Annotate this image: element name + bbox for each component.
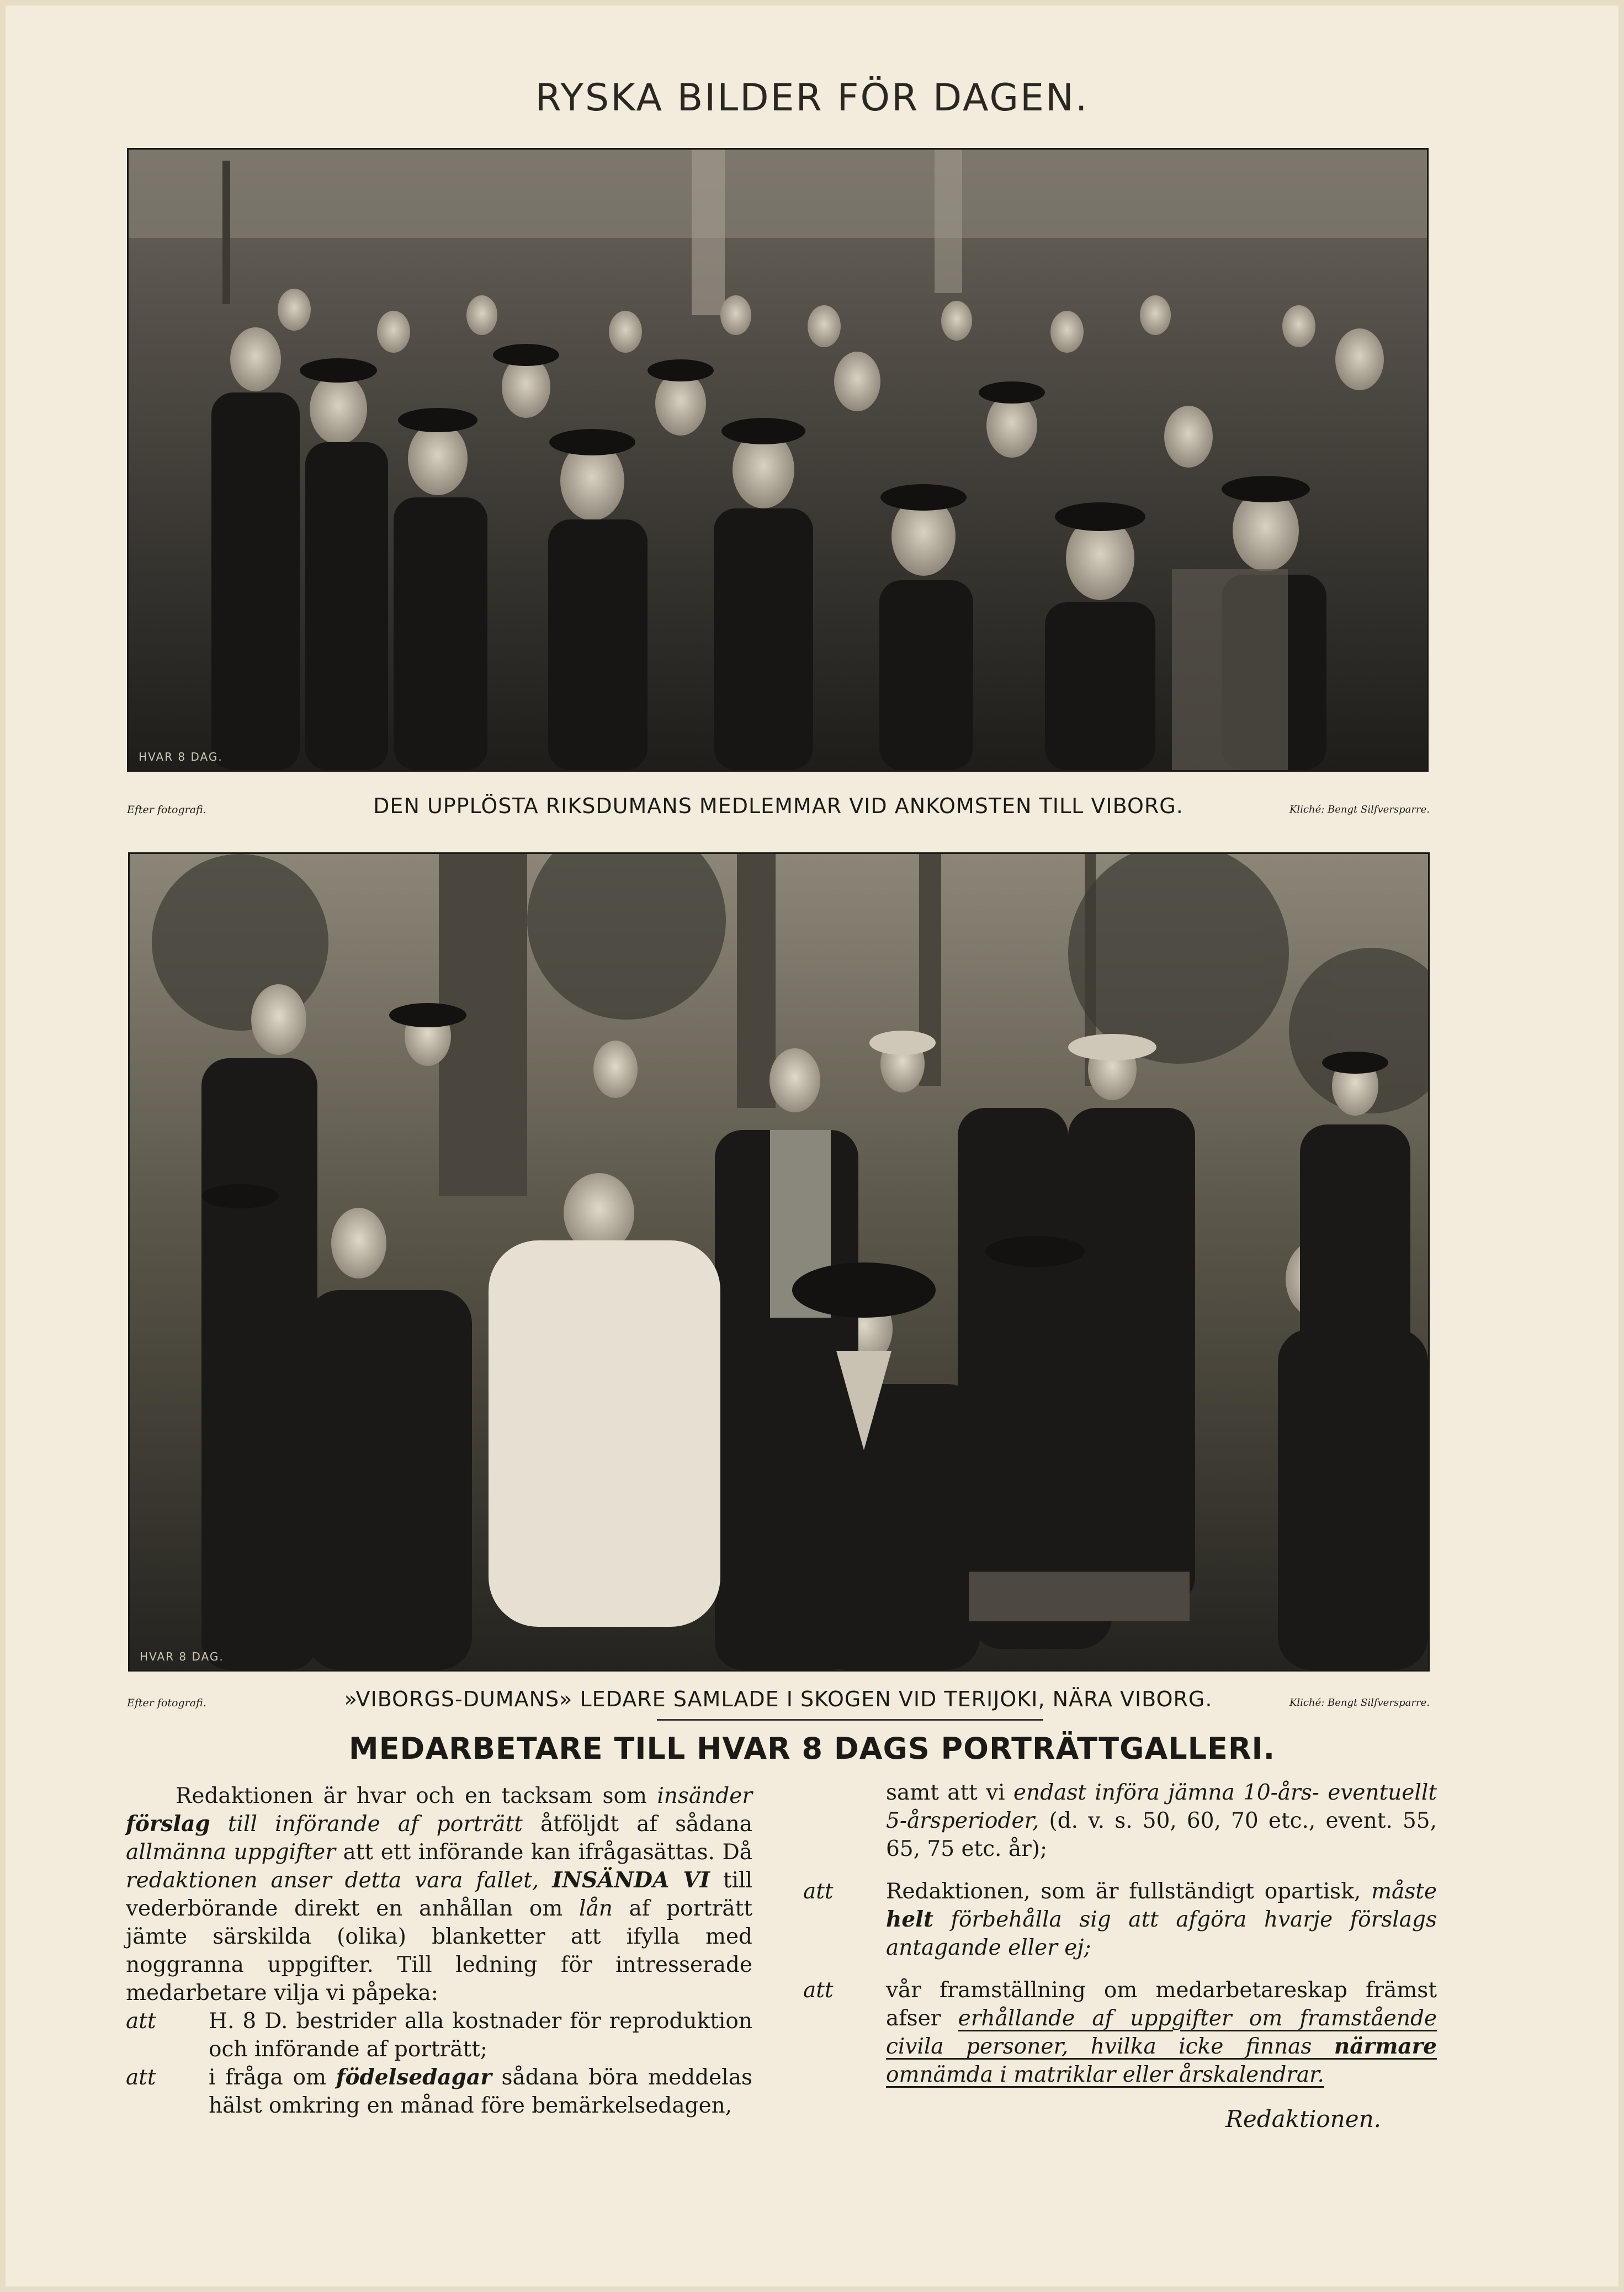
list-item-text-a: vår framställning om medarbetareskap främst afser (886, 1978, 1437, 2031)
caption-divider-rule (657, 1719, 1043, 1721)
list-item-text-a: i fråga om (209, 2065, 336, 2090)
list-item-text-b: erhållande af uppgifter om framstående civila personer, hvilka icke finnas (886, 2006, 1437, 2059)
photo-top-mark: HVAR 8 DAG. (139, 750, 223, 763)
photo-top-caption-text: DEN UPPLÖSTA RIKSDUMANS MEDLEMMAR VID ANKOMSTEN TILL VIBORG. (373, 794, 1183, 818)
list-item-text-c: helt (886, 1907, 933, 1932)
intro-text-12: lån (579, 1896, 613, 1921)
list-item-costs (126, 2007, 752, 2063)
article-intro-paragraph (126, 1782, 752, 2007)
list-item-civilians (803, 1976, 1437, 2089)
intro-text-8: redaktionen anser detta vara fallet, (126, 1868, 539, 1893)
article-right-column (803, 1779, 1437, 2089)
article-title: MEDARBETARE TILL HVAR 8 DAGS PORTRÄTTGALLERI. (348, 1731, 1276, 1766)
photo-duma-members-arrival-illustration (129, 150, 1427, 770)
article-left-column (126, 1782, 752, 2120)
right-cont-text-c: (d. v. s. 50, 60, 70 etc., event. 55, 65, 75 etc. år); (886, 1808, 1437, 1861)
photo-viborg-leaders-forest-illustration (130, 854, 1428, 1670)
list-item-key: att (126, 2009, 156, 2034)
right-cont-text-b: endast införa jämna 10-års- eventuellt 5-årsperioder, (886, 1780, 1437, 1833)
list-item-text-a: Redaktionen, som är fullständigt opartisk, (886, 1879, 1371, 1904)
list-item-text-b: födelsedagar (336, 2065, 492, 2090)
photo-bottom-caption-text: »VIBORGS-DUMANS» LEDARE SAMLADE I SKOGEN VID TERIJOKI, NÄRA VIBORG. (344, 1687, 1213, 1711)
intro-text-13: af porträtt jämte särskilda (olika) blanketter att ifylla med noggranna uppgifter. Till ledning för intresserade medarbetare vilja vi påpeka: (126, 1896, 753, 2006)
right-continuation (803, 1779, 1437, 1863)
intro-text-9 (539, 1868, 552, 1893)
intro-text-1: Redaktionen är hvar och en tacksam som (176, 1784, 657, 1808)
photo-top-credit-left: Efter fotografi. (127, 804, 206, 816)
list-item-text: H. 8 D. bestrider alla kostnader för reproduktion och införande af porträtt; (209, 2009, 752, 2062)
list-item-birthdays (126, 2063, 752, 2120)
photo-top-credit-right: Kliché: Bengt Silfversparre. (1289, 804, 1430, 815)
intro-text-6: allmänna uppgifter (126, 1840, 336, 1865)
list-item-key: att (126, 2065, 156, 2090)
list-item-key: att (803, 1879, 834, 1904)
intro-text-2: insänder (657, 1784, 752, 1808)
intro-text-3: förslag (126, 1811, 210, 1837)
photo-viborg-leaders-forest (128, 852, 1430, 1672)
list-item-key: att (803, 1978, 834, 2003)
list-item-text-b: måste (1371, 1879, 1437, 1904)
photo-bottom-credit-right: Kliché: Bengt Silfversparre. (1289, 1697, 1430, 1709)
page-header-title: RYSKA BILDER FÖR DAGEN. (535, 76, 1089, 120)
list-item-text-d: omnämda i matriklar eller årskalendrar. (886, 2062, 1324, 2087)
photo-bottom-caption (127, 1687, 1430, 1720)
photo-bottom-mark: HVAR 8 DAG. (140, 1650, 224, 1663)
intro-text-7: att ett införande kan ifrågasättas. Då (335, 1840, 752, 1865)
intro-text-4: till införande af porträtt (210, 1812, 523, 1837)
intro-text-5: åtföljdt af sådana (522, 1812, 752, 1837)
right-cont-text-a: samt att vi (886, 1780, 1013, 1805)
photo-top-caption (127, 794, 1430, 827)
list-item-text-d: förbehålla sig att afgöra hvarje förslags antagande eller ej; (886, 1907, 1437, 1960)
intro-text-11: till vederbörande direkt en anhållan om (126, 1868, 752, 1921)
intro-text-10: INSÄNDA VI (552, 1867, 710, 1893)
list-item-impartial (803, 1877, 1437, 1962)
list-item-text-c: närmare (1334, 2034, 1437, 2059)
article-signature: Redaktionen. (1225, 2105, 1381, 2132)
photo-bottom-credit-left: Efter fotografi. (127, 1697, 206, 1709)
photo-duma-members-arrival (127, 148, 1429, 772)
list-item-text-c: sådana böra meddelas hälst omkring en månad före bemärkelsedagen, (209, 2065, 752, 2118)
